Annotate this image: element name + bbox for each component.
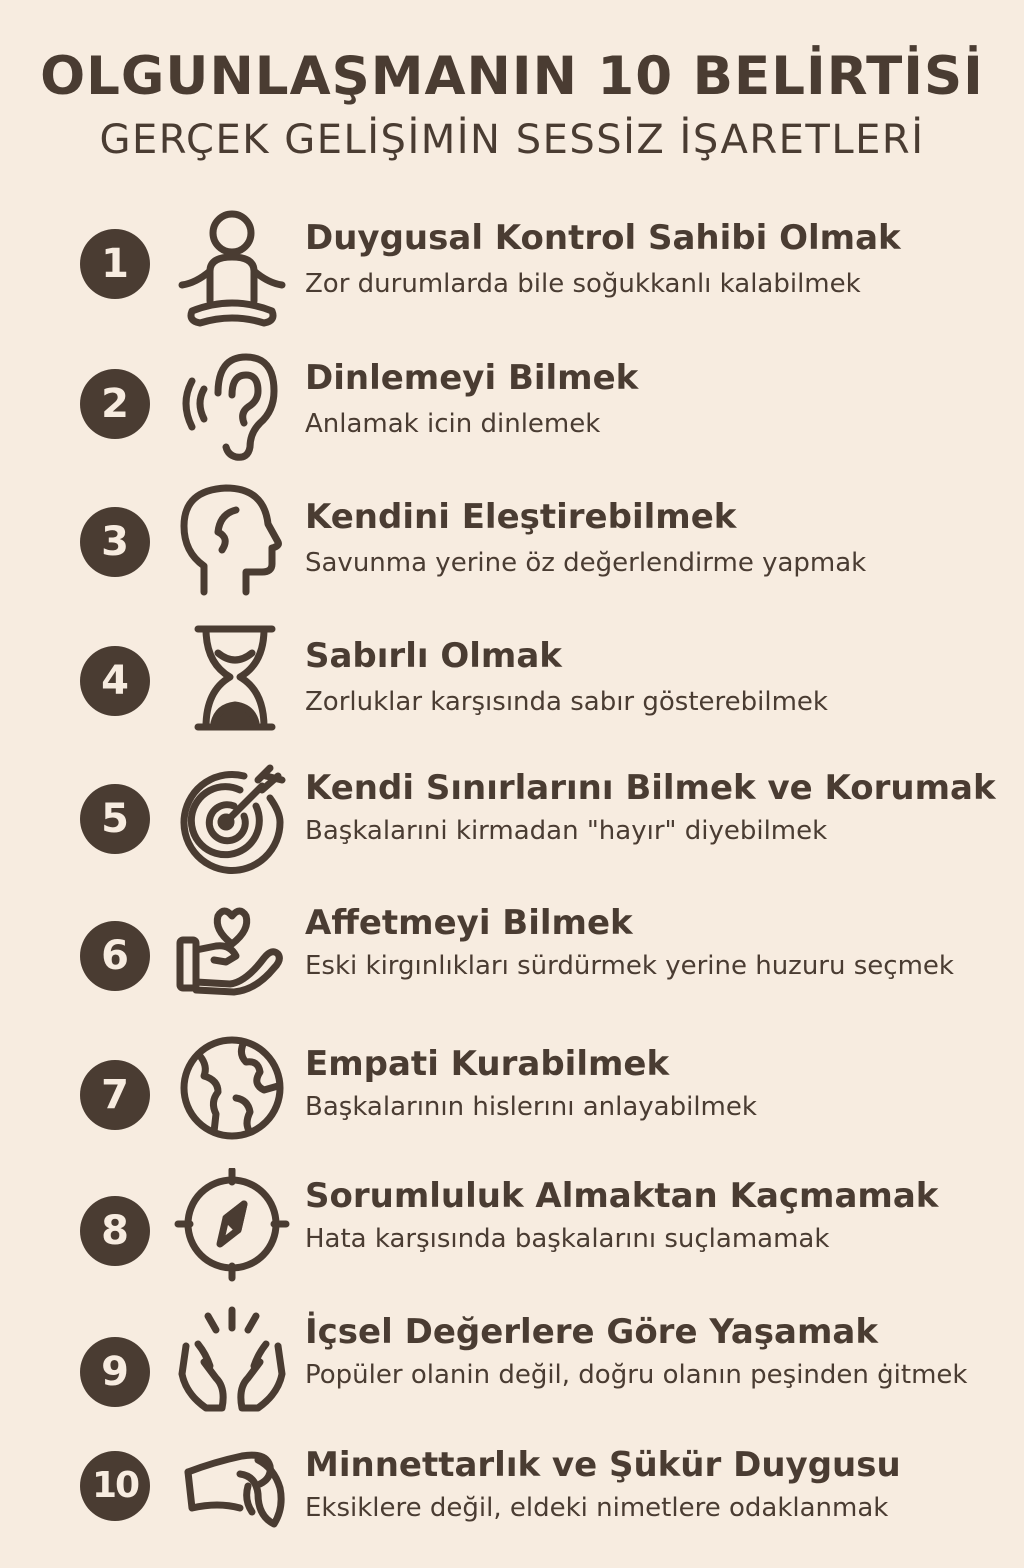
item-description: Savunma yerine öz değerlendirme yapmak xyxy=(305,548,867,578)
item-heading: Affetmeyi Bilmek xyxy=(305,903,633,943)
number-badge: 4 xyxy=(80,646,150,716)
item-heading: İçsel Değerlere Göre Yaşamak xyxy=(305,1312,878,1352)
item-description: Anlamak icin dinlemek xyxy=(305,409,601,439)
compass-icon xyxy=(174,1168,290,1288)
item-description: Popüler olanin değil, doğru olanın peşinden ġitmek xyxy=(305,1360,968,1390)
head-profile-icon xyxy=(174,480,290,600)
item-heading: Dinlemeyi Bilmek xyxy=(305,358,639,398)
list-item xyxy=(0,345,1024,475)
item-heading: Duygusal Kontrol Sahibi Olmak xyxy=(305,218,901,258)
item-description: Hata karşısında başkalarını suçlamamak xyxy=(305,1224,830,1254)
page-title: OLGUNLAŞMANIN 10 BELİRTİSİ xyxy=(40,46,984,107)
number-badge: 2 xyxy=(80,369,150,439)
list-item xyxy=(0,760,1024,890)
number-badge: 10 xyxy=(80,1451,150,1521)
item-heading: Minnettarlık ve Şükür Duygusu xyxy=(305,1445,901,1485)
list-item xyxy=(0,623,1024,753)
number-badge: 7 xyxy=(80,1060,150,1130)
item-heading: Sabırlı Olmak xyxy=(305,636,562,676)
number-badge: 6 xyxy=(80,921,150,991)
item-description: Başkalarının hislerını anlayabilmek xyxy=(305,1092,757,1122)
item-heading: Kendi Sınırlarını Bilmek ve Korumak xyxy=(305,768,996,808)
number-badge: 9 xyxy=(80,1337,150,1407)
ear-icon xyxy=(174,347,290,467)
item-description: Eski kirgınlıkları sürdürmek yerine huzuru seçmek xyxy=(305,951,954,981)
item-description: Başkalarıni kirmadan "hayır" diyebilmek xyxy=(305,816,828,846)
item-heading: Empati Kurabilmek xyxy=(305,1044,670,1084)
number-badge: 1 xyxy=(80,229,150,299)
page-subtitle: GERÇEK GELİŞİMİN SESSİZ İŞARETLERİ xyxy=(99,117,925,163)
meditation-person-icon xyxy=(174,207,290,327)
hand-heart-icon xyxy=(174,900,290,1020)
list-item xyxy=(0,205,1024,335)
number-badge: 8 xyxy=(80,1196,150,1266)
number-badge: 5 xyxy=(80,784,150,854)
list-item xyxy=(0,1304,1024,1434)
list-item xyxy=(0,1438,1024,1568)
target-icon xyxy=(174,762,290,882)
item-description: Eksiklere değil, eldeki nimetlere odaklanmak xyxy=(305,1493,889,1523)
number-badge: 3 xyxy=(80,507,150,577)
hourglass-icon xyxy=(174,623,290,743)
item-heading: Kendini Eleştirebilmek xyxy=(305,497,737,537)
globe-icon xyxy=(174,1028,290,1148)
open-hands-icon xyxy=(174,1304,290,1424)
item-description: Zor durumlarda bile soğukkanlı kalabilmek xyxy=(305,269,861,299)
item-description: Zorluklar karşısında sabır gösterebilmek xyxy=(305,687,828,717)
list-item xyxy=(0,900,1024,1030)
list-item xyxy=(0,484,1024,614)
item-heading: Sorumluluk Almaktan Kaçmamak xyxy=(305,1176,939,1216)
gift-hands-icon xyxy=(174,1438,290,1536)
list-item xyxy=(0,1036,1024,1166)
list-item xyxy=(0,1168,1024,1298)
